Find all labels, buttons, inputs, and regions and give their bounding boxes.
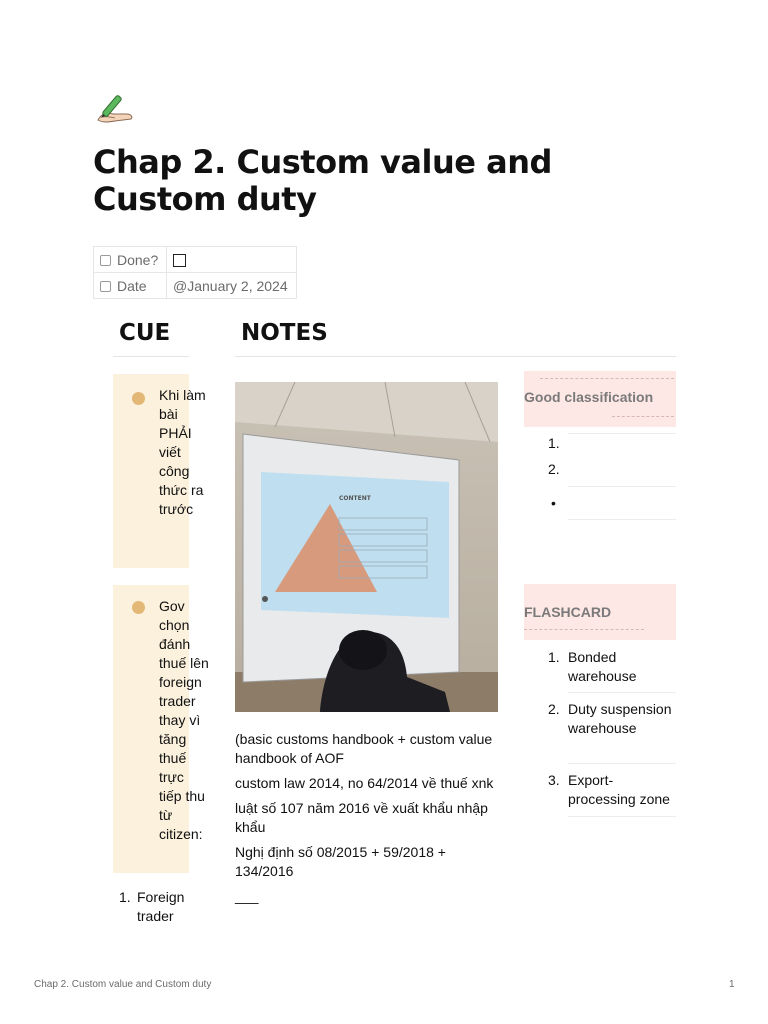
callout-dot-icon	[132, 392, 145, 405]
properties-table	[93, 246, 297, 299]
slide-title: CONTENT	[339, 495, 371, 502]
cue-heading: CUE	[119, 320, 171, 346]
notes-heading: NOTES	[241, 320, 328, 346]
flashcard-heading: FLASHCARD	[524, 604, 612, 620]
property-done-label: Done?	[117, 251, 159, 268]
cue-callout-1-text: Khi làm bài PHẢI viết công thức ra trước	[159, 387, 206, 517]
property-done-row	[94, 247, 297, 273]
footer-title: Chap 2. Custom value and Custom duty	[34, 979, 212, 990]
property-date-key	[94, 273, 167, 299]
property-date-value[interactable]: @January 2, 2024	[167, 273, 297, 299]
list-number: 2.	[548, 701, 560, 717]
list-item-text: Export-processing zone	[568, 772, 670, 807]
row-divider	[568, 692, 676, 693]
cue-list	[119, 888, 197, 926]
property-done-value	[167, 247, 297, 273]
checkbox-property-icon	[100, 255, 111, 266]
notes-paragraph: Nghị định số 08/2015 + 59/2018 + 134/2016	[235, 844, 446, 879]
row-divider	[568, 816, 676, 817]
notes-divider	[235, 356, 676, 357]
list-number: 1.	[119, 889, 131, 905]
callout-dot-icon	[132, 601, 145, 614]
footer-page-number: 1	[729, 979, 735, 990]
list-item-text: Foreign trader	[137, 889, 185, 924]
list-item-text: Duty suspension warehouse	[568, 701, 672, 736]
good-classification-heading-block	[524, 371, 676, 427]
writing-hand-icon	[93, 90, 139, 130]
calendar-property-icon	[100, 281, 111, 292]
notes-paragraph: (basic customs handbook + custom value handbook of AOF	[235, 731, 493, 766]
row-divider	[568, 763, 676, 764]
row-divider	[568, 486, 676, 487]
property-date-label: Date	[117, 277, 147, 294]
notes-paragraph: ___	[235, 888, 259, 904]
cue-callout-2-text: Gov chọn đánh thuế lên foreign trader thay vì tăng thuế trực tiếp thu từ citizen:	[159, 598, 209, 842]
notes-paragraph: luật số 107 năm 2016 về xuất khẩu nhập khẩu	[235, 800, 488, 835]
bullet-marker: •	[551, 495, 556, 511]
property-done-key	[94, 247, 167, 273]
property-date-row	[94, 273, 297, 299]
good-classification-heading: Good classification	[524, 389, 654, 405]
cue-callout-2	[113, 585, 209, 873]
lecture-photo[interactable]	[235, 382, 498, 712]
row-divider	[568, 519, 676, 520]
list-number: 2.	[548, 461, 560, 477]
list-number: 3.	[548, 772, 560, 788]
notes-paragraph: custom law 2014, no 64/2014 về thuế xnk	[235, 775, 494, 791]
notes-body	[235, 730, 495, 912]
row-divider	[568, 433, 676, 434]
list-item-text: Bonded warehouse	[568, 649, 637, 684]
dashed-divider	[540, 378, 674, 379]
done-checkbox[interactable]	[173, 254, 186, 267]
dashed-divider	[612, 416, 674, 417]
flashcard-heading-block	[524, 584, 676, 640]
list-number: 1.	[548, 649, 560, 665]
dashed-divider	[524, 629, 644, 630]
list-number: 1.	[548, 435, 560, 451]
list-item	[119, 888, 197, 926]
page-title: Chap 2. Custom value and Custom duty	[93, 143, 552, 218]
cue-callout-1	[113, 374, 206, 568]
cue-divider	[113, 356, 189, 357]
